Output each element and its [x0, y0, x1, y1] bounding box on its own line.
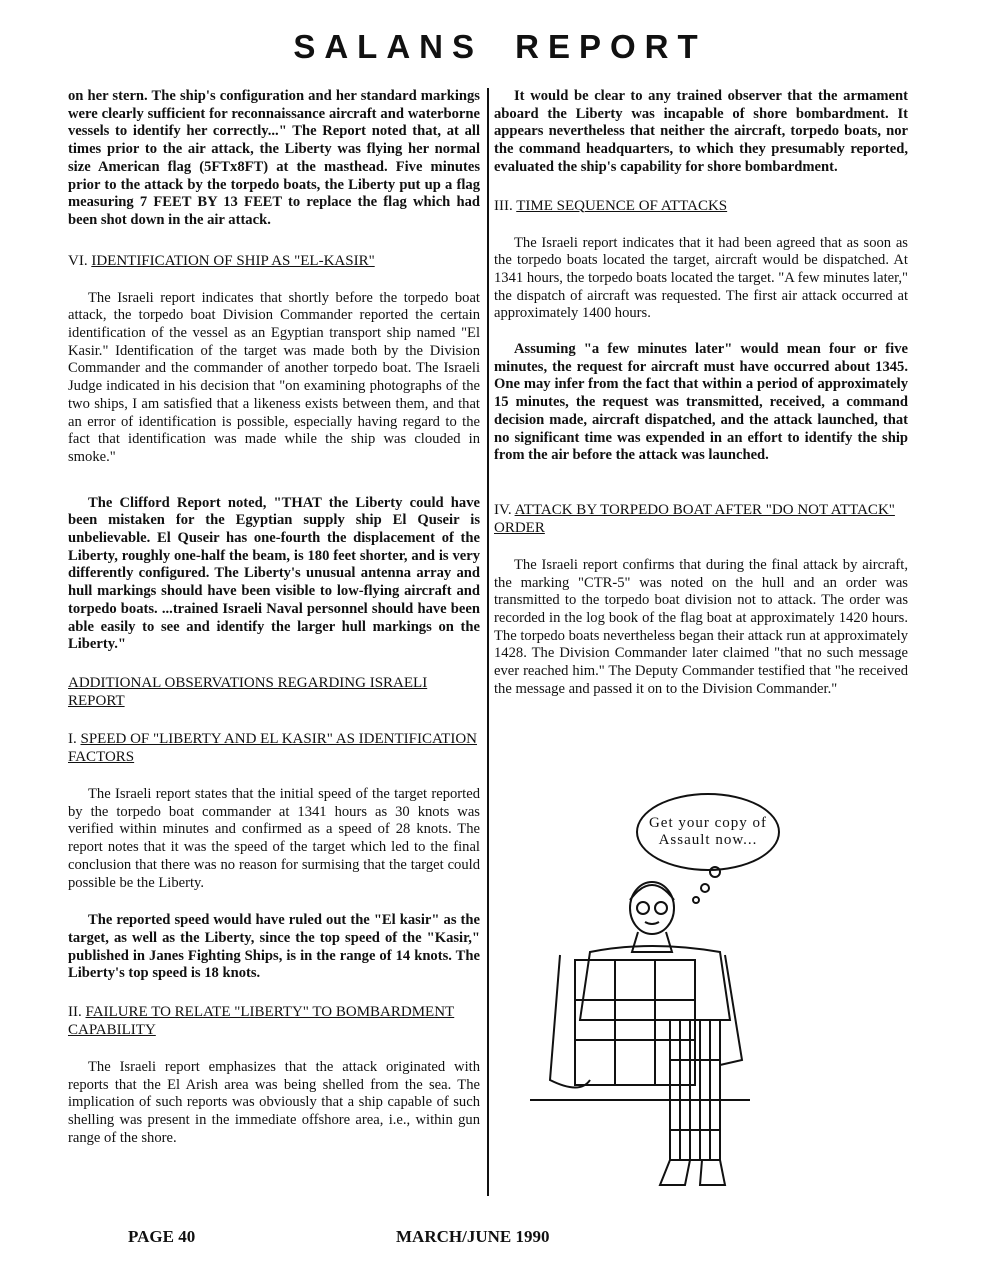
paragraph-time-sequence: The Israeli report indicates that it had been agreed that as soon as the torpedo boats located the target, aircraft would be dispatched. At 1341 hours, the torpedo boats located the target. "A few minutes later," the dispatch of aircraft was requested. The first air attack occurred at approximately 1400 hours. — [494, 234, 908, 322]
heading-identification — [68, 252, 480, 270]
paragraph-ctr5: The Israeli report confirms that during the final attack by aircraft, the marking "CTR-5" was noted on the hull and an order was transmitted to the torpedo boat division not to attack. The order was recorded in the log book of the flag boat at approximately 1420 hours. The torpedo boats nevertheless began their attack run at approximately 1428. The Division Commander later claimed "that no such message ever reached him." The Deputy Commander testified that "he received the message and passed it on to the Division Commander." — [494, 556, 908, 697]
heading-number: IV. — [494, 501, 512, 518]
heading-number: I. — [68, 730, 77, 747]
paragraph-el-arish: The Israeli report emphasizes that the attack originated with reports that the El Arish area was being shelled from the sea. The implication of such reports was obviously that a ship capable of such shelling was present in the immediate offshore area, i.e., within gun range of the shore. — [68, 1059, 480, 1146]
paragraph-israeli-identification: The Israeli report indicates that shortly before the torpedo boat attack, the torpedo boat Division Commander reported the certain identification of the vessel as an Egyptian transport ship named "El Kasir." Identification of the target was made both by the Division Commander and the commander of another torpedo boat. The Israeli Judge indicated in his decision that "on examining photographs of the two ships, I am satisfied that a likeness exists between them, and that an error of identification is possible, especially having regard to the fact that identification was made while the ship was clouded in smoke." — [68, 289, 480, 465]
paragraph-armament: It would be clear to any trained observer that the armament aboard the Liberty was incapable of shore bombardment. It appears nevertheless that neither the aircraft, torpedo boats, nor the command headquarters, to which they presumably reported, evaluated the ship's capability for shore bombardment. — [494, 88, 908, 175]
masthead-title: SALANS REPORT — [293, 28, 707, 65]
paragraph-few-minutes: Assuming "a few minutes later" would mean four or five minutes, the request for aircraft must have occurred about 1345. One may infer from the fact that within a period of approximately 15 minutes, the request was transmitted, received, a command decision made, aircraft dispatched, and the attack launched, that no significant time was expended in an effort to identify the ship from the air before the attack was launched. — [494, 341, 908, 464]
heading-time-sequence — [494, 197, 908, 215]
heading-text: FAILURE TO RELATE "LIBERTY" TO BOMBARDMENT CAPABILITY — [68, 1004, 455, 1039]
issue-date: MARCH/JUNE 1990 — [396, 1227, 550, 1246]
heading-text: TIME SEQUENCE OF ATTACKS — [516, 197, 728, 214]
column-divider — [487, 88, 489, 1196]
paragraph-flag-report: on her stern. The ship's configuration and her standard markings were clearly sufficient for reconnaissance aircraft and waterborne vessels to identify her correctly..." The Report noted that, at all times prior to the air attack, the Liberty was flying her normal size American flag (5FTx8FT) at the masthead. Five minutes prior to the attack by the torpedo boats, the Liberty put up a flag measuring 7 FEET BY 13 FEET to replace the flag which had been shot down in the air attack. — [68, 88, 480, 228]
paragraph-speed-ruled-out: The reported speed would have ruled out the "El kasir" as the target, as well as the Liberty, since the top speed of the "Kasir," published in Janes Fighting Ships, is in the range of 14 knots. The Liberty's top speed is 18 knots. — [68, 912, 480, 982]
heading-number: III. — [494, 197, 513, 214]
right-column — [494, 88, 908, 699]
cartoon-illustration — [520, 860, 760, 1200]
heading-text: SPEED OF "LIBERTY AND EL KASIR" AS IDENTIFICATION FACTORS — [68, 730, 477, 765]
left-column — [68, 88, 480, 1148]
page-number: PAGE 40 — [128, 1227, 196, 1246]
paragraph-clifford-report: The Clifford Report noted, "THAT the Liberty could have been mistaken for the Egyptian supply ship El Quseir is unbelievable. El Quseir has one-fourth the displacement of the Liberty, roughly one-half the beam, is 180 feet shorter, and is very differently configured. The Liberty's unusual antenna array and hull markings should have been visible to low-flying aircraft and torpedo boats. ...trained Israeli Naval personnel should have been able easily to see and identify the larger hull markings on the Liberty." — [68, 494, 480, 653]
heading-number: VI. — [68, 252, 88, 269]
heading-torpedo-attack — [494, 501, 908, 537]
heading-text: ATTACK BY TORPEDO BOAT AFTER "DO NOT ATTACK" ORDER — [494, 501, 895, 536]
heading-bombardment — [68, 1003, 480, 1039]
thought-bubble-text: Get your copy of Assault now... — [648, 815, 768, 848]
heading-additional-observations: ADDITIONAL OBSERVATIONS REGARDING ISRAELI REPORT — [68, 674, 428, 709]
heading-speed — [68, 730, 480, 766]
heading-text: IDENTIFICATION OF SHIP AS "EL-KASIR" — [91, 252, 375, 269]
heading-number: II. — [68, 1004, 82, 1021]
paragraph-speed-report: The Israeli report states that the initial speed of the target reported by the torpedo boat commander at 1341 hours as 30 knots was verified within minutes and confirmed as a speed of 28 knots. The report notes that it was the speed of the target which led to the final conclusion that there was no reason for surmising that the target could possible be the Liberty. — [68, 785, 480, 891]
